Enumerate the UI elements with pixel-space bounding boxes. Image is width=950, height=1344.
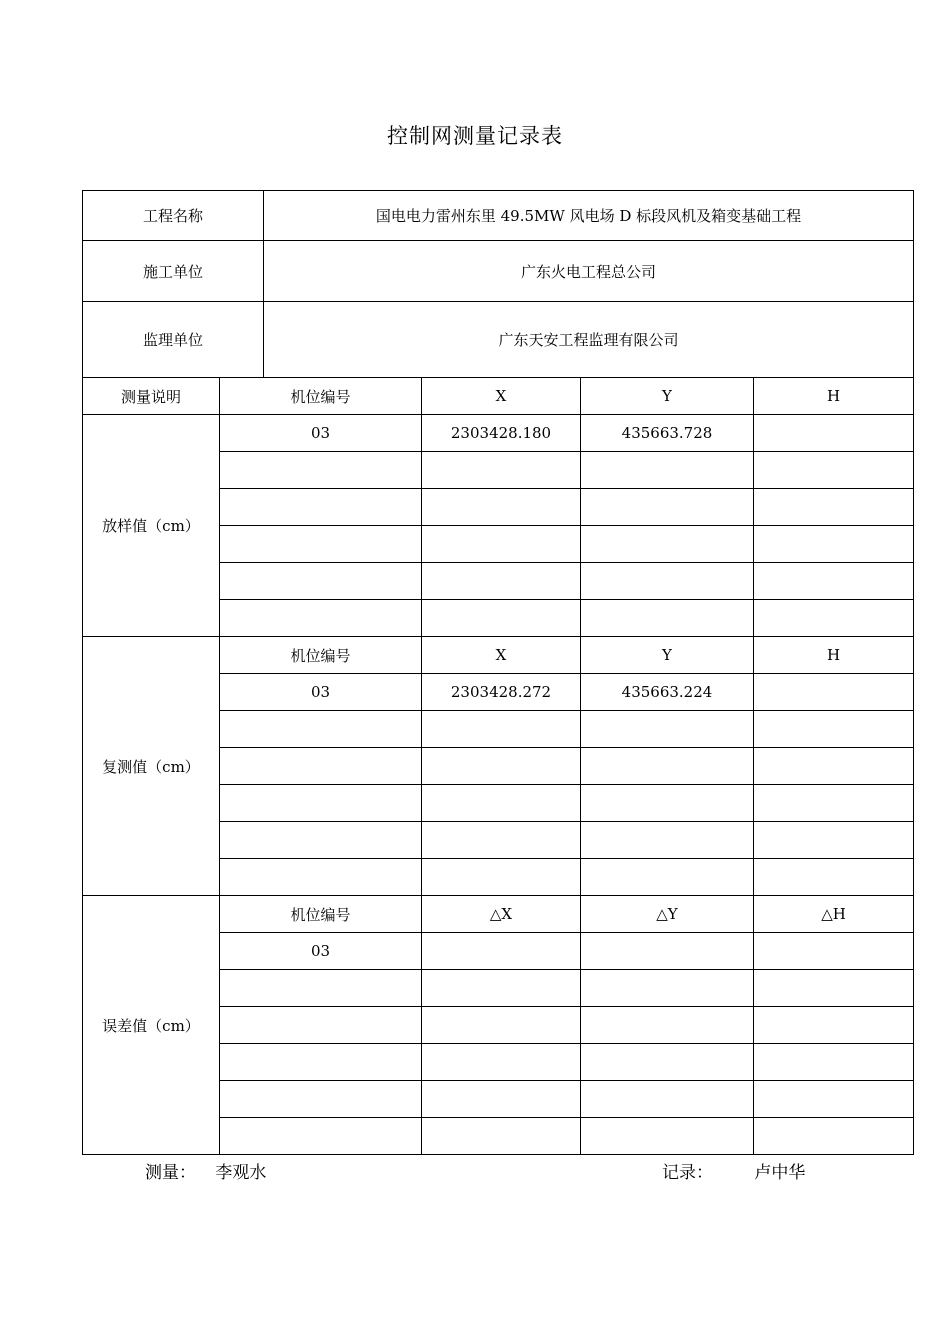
subheader-col: 机位编号 — [220, 896, 422, 933]
table-cell — [581, 748, 754, 785]
table-row — [83, 415, 914, 452]
section-label: 放样值（cm） — [83, 415, 220, 637]
table-cell — [581, 1118, 754, 1155]
info-value: 广东天安工程监理有限公司 — [264, 302, 914, 378]
table-cell — [422, 859, 581, 896]
header-col: Y — [581, 378, 754, 415]
measurer-block — [145, 1158, 266, 1183]
subheader-col: X — [422, 637, 581, 674]
table-cell — [754, 822, 914, 859]
table-cell — [220, 822, 422, 859]
table-cell — [754, 489, 914, 526]
header-col: 机位编号 — [220, 378, 422, 415]
table-cell — [220, 1081, 422, 1118]
section-subheader-row — [83, 637, 914, 674]
table-cell — [220, 452, 422, 489]
table-cell — [422, 1044, 581, 1081]
table-cell — [581, 711, 754, 748]
table-cell — [581, 970, 754, 1007]
table-cell — [581, 600, 754, 637]
table-cell — [422, 748, 581, 785]
info-value: 国电电力雷州东里 49.5MW 风电场 D 标段风机及箱变基础工程 — [264, 191, 914, 241]
table-cell: 03 — [220, 415, 422, 452]
info-label: 施工单位 — [83, 241, 264, 302]
table-cell — [220, 489, 422, 526]
table-cell — [220, 711, 422, 748]
table-cell — [422, 489, 581, 526]
table-cell: 435663.728 — [581, 415, 754, 452]
table-cell — [422, 1081, 581, 1118]
table-cell — [754, 526, 914, 563]
section-subheader-row — [83, 896, 914, 933]
table-cell — [422, 452, 581, 489]
table-cell — [581, 526, 754, 563]
header-col: X — [422, 378, 581, 415]
table-cell — [220, 785, 422, 822]
table-cell — [581, 489, 754, 526]
record-table-body — [83, 191, 914, 1155]
info-label: 工程名称 — [83, 191, 264, 241]
info-row — [83, 302, 914, 378]
measurer-name: 李观水 — [215, 1163, 267, 1183]
table-cell — [754, 1081, 914, 1118]
subheader-col: △Y — [581, 896, 754, 933]
table-cell — [754, 785, 914, 822]
recorder-name: 卢中华 — [754, 1163, 806, 1183]
table-cell — [422, 933, 581, 970]
table-cell — [754, 452, 914, 489]
column-header-row — [83, 378, 914, 415]
subheader-col: △X — [422, 896, 581, 933]
table-cell — [422, 526, 581, 563]
table-cell — [754, 1007, 914, 1044]
table-cell — [220, 970, 422, 1007]
table-cell — [754, 415, 914, 452]
table-cell — [220, 563, 422, 600]
table-cell — [581, 822, 754, 859]
table-cell — [754, 859, 914, 896]
table-cell: 435663.224 — [581, 674, 754, 711]
table-cell — [422, 600, 581, 637]
table-cell — [422, 1007, 581, 1044]
info-label: 监理单位 — [83, 302, 264, 378]
table-cell — [754, 563, 914, 600]
table-cell — [581, 1007, 754, 1044]
table-cell — [581, 785, 754, 822]
table-cell — [581, 859, 754, 896]
table-cell — [422, 822, 581, 859]
table-cell — [220, 748, 422, 785]
table-cell — [581, 563, 754, 600]
table-cell — [581, 933, 754, 970]
header-col: H — [754, 378, 914, 415]
table-cell — [754, 711, 914, 748]
info-value: 广东火电工程总公司 — [264, 241, 914, 302]
table-cell — [581, 1081, 754, 1118]
table-cell — [422, 970, 581, 1007]
table-cell — [422, 785, 581, 822]
table-cell — [220, 1007, 422, 1044]
table-cell — [754, 748, 914, 785]
table-cell — [422, 1118, 581, 1155]
table-cell — [220, 1118, 422, 1155]
table-cell — [754, 600, 914, 637]
measurer-label: 测量： — [145, 1163, 196, 1183]
table-cell: 03 — [220, 674, 422, 711]
table-cell — [220, 600, 422, 637]
table-cell: 2303428.180 — [422, 415, 581, 452]
table-cell: 03 — [220, 933, 422, 970]
subheader-col: △H — [754, 896, 914, 933]
table-cell — [220, 1044, 422, 1081]
table-cell — [754, 1044, 914, 1081]
subheader-col: Y — [581, 637, 754, 674]
table-cell — [422, 711, 581, 748]
subheader-col: 机位编号 — [220, 637, 422, 674]
info-row — [83, 241, 914, 302]
table-cell — [220, 859, 422, 896]
recorder-block — [662, 1158, 805, 1183]
subheader-col: H — [754, 637, 914, 674]
table-cell — [581, 1044, 754, 1081]
table-cell — [754, 933, 914, 970]
page-title: 控制网测量记录表 — [387, 124, 563, 148]
table-cell — [754, 674, 914, 711]
table-cell: 2303428.272 — [422, 674, 581, 711]
recorder-label: 记录： — [662, 1163, 713, 1183]
header-desc: 测量说明 — [83, 378, 220, 415]
section-label: 误差值（cm） — [83, 896, 220, 1155]
table-cell — [581, 452, 754, 489]
info-row — [83, 191, 914, 241]
record-table — [82, 190, 914, 1155]
table-cell — [220, 526, 422, 563]
table-cell — [754, 970, 914, 1007]
section-label: 复测值（cm） — [83, 637, 220, 896]
table-cell — [422, 563, 581, 600]
table-cell — [754, 1118, 914, 1155]
